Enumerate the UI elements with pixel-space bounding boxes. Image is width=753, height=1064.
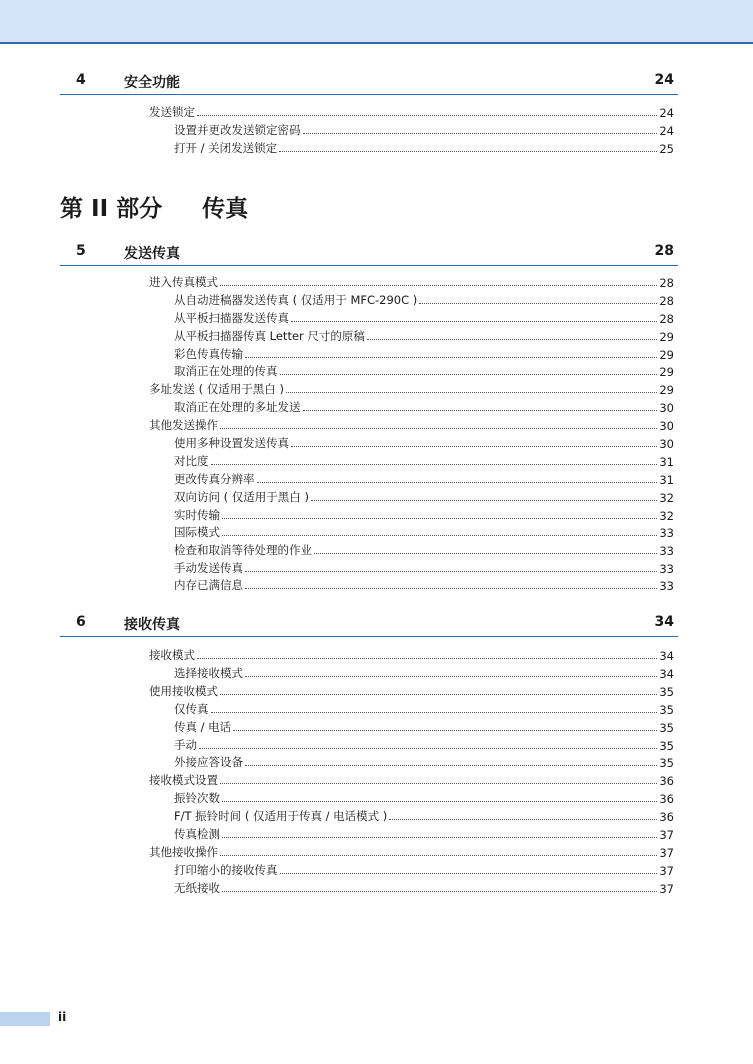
toc-entry-label: 仅传真	[174, 702, 209, 716]
toc-entry[interactable]	[174, 362, 674, 379]
dot-leader	[220, 855, 657, 856]
dot-leader	[199, 748, 657, 749]
toc-entry[interactable]	[149, 646, 674, 663]
toc-entry[interactable]	[149, 103, 674, 120]
toc-entry-page: 36	[659, 810, 674, 824]
toc-entry-label: 国际模式	[174, 525, 220, 539]
dot-leader	[291, 321, 657, 322]
toc-entry-label: 传真 / 电话	[174, 720, 232, 734]
chapter-title: 安全功能	[124, 75, 180, 91]
toc-entry[interactable]	[174, 523, 674, 540]
dot-leader	[286, 392, 657, 393]
dot-leader	[280, 873, 658, 874]
header-band	[0, 0, 753, 44]
toc-entry[interactable]	[174, 718, 674, 735]
toc-entry-label: 设置并更改发送锁定密码	[174, 123, 301, 137]
toc-entry[interactable]	[174, 291, 674, 308]
dot-leader	[303, 133, 658, 134]
toc-entry-label: 内存已满信息	[174, 578, 243, 592]
chapter-title: 接收传真	[124, 617, 180, 633]
toc-entry-page: 37	[659, 846, 674, 860]
dot-leader	[211, 464, 658, 465]
toc-entry-label: 接收模式	[149, 648, 195, 662]
toc-entry-page: 28	[659, 312, 674, 326]
chapter-number: 6	[76, 614, 86, 630]
toc-entry-page: 30	[659, 437, 674, 451]
toc-entry-label: 更改传真分辨率	[174, 472, 255, 486]
toc-entry-label: 进入传真模式	[149, 275, 218, 289]
toc-entry[interactable]	[174, 700, 674, 717]
dot-leader	[222, 837, 657, 838]
toc-entry-page: 33	[659, 544, 674, 558]
toc-entry-label: 双向访问 ( 仅适用于黑白 )	[174, 490, 309, 504]
toc-entry[interactable]	[174, 488, 674, 505]
toc-entry-page: 35	[659, 721, 674, 735]
dot-leader	[303, 410, 658, 411]
toc-entry-page: 35	[659, 739, 674, 753]
toc-entry-label: 从平板扫描器传真 Letter 尺寸的原稿	[174, 329, 365, 343]
toc-entry[interactable]	[149, 843, 674, 860]
toc-entry-page: 36	[659, 774, 674, 788]
chapter-heading	[60, 72, 678, 95]
toc-entry-page: 24	[659, 124, 674, 138]
dot-leader	[389, 819, 657, 820]
toc-entry-label: 使用多种设置发送传真	[174, 436, 289, 450]
toc-entry[interactable]	[174, 452, 674, 469]
toc-entry[interactable]	[174, 121, 674, 138]
toc-entry-page: 29	[659, 330, 674, 344]
toc-entry[interactable]	[174, 861, 674, 878]
chapter-heading	[60, 243, 678, 266]
toc-entry-label: 传真检测	[174, 827, 220, 841]
dot-leader	[222, 535, 657, 536]
toc-entry-page: 33	[659, 579, 674, 593]
dot-leader	[314, 553, 657, 554]
toc-entry-label: 其他发送操作	[149, 418, 218, 432]
toc-entry-page: 31	[659, 455, 674, 469]
toc-entry-label: F/T 振铃时间 ( 仅适用于传真 / 电话模式 )	[174, 809, 388, 823]
toc-entry[interactable]	[149, 416, 674, 433]
chapter-number: 4	[76, 72, 86, 88]
toc-entry-label: 手动发送传真	[174, 561, 243, 575]
footer-band	[0, 1012, 50, 1026]
dot-leader	[211, 712, 658, 713]
toc-entry-page: 32	[659, 491, 674, 505]
dot-leader	[291, 446, 657, 447]
chapter-page: 28	[654, 243, 674, 259]
toc-entry[interactable]	[174, 559, 674, 576]
chapter-number: 5	[76, 243, 86, 259]
toc-entry[interactable]	[174, 398, 674, 415]
dot-leader	[311, 500, 657, 501]
toc-entry-page: 30	[659, 419, 674, 433]
toc-entry[interactable]	[174, 825, 674, 842]
toc-entry-page: 29	[659, 348, 674, 362]
toc-entry-page: 30	[659, 401, 674, 415]
toc-entry-label: 从平板扫描器发送传真	[174, 311, 289, 325]
toc-entry[interactable]	[174, 506, 674, 523]
dot-leader	[257, 482, 658, 483]
toc-entry-page: 36	[659, 792, 674, 806]
dot-leader	[280, 374, 658, 375]
toc-entry-page: 29	[659, 383, 674, 397]
dot-leader	[220, 428, 657, 429]
toc-entry-page: 31	[659, 473, 674, 487]
toc-entry-page: 37	[659, 828, 674, 842]
toc-entry[interactable]	[149, 771, 674, 788]
dot-leader	[419, 303, 657, 304]
toc-entry-label: 选择接收模式	[174, 666, 243, 680]
toc-entry[interactable]	[174, 309, 674, 326]
toc-entry-page: 35	[659, 703, 674, 717]
toc-entry-page: 28	[659, 276, 674, 290]
toc-entry[interactable]	[174, 789, 674, 806]
chapter-heading	[60, 614, 678, 637]
page-number: ii	[58, 1010, 67, 1024]
toc-entry[interactable]	[174, 576, 674, 593]
toc-entry-page: 35	[659, 756, 674, 770]
toc-entry[interactable]	[174, 736, 674, 753]
dot-leader	[245, 357, 657, 358]
toc-entry-page: 37	[659, 882, 674, 896]
toc-entry-label: 多址发送 ( 仅适用于黑白 )	[149, 382, 284, 396]
dot-leader	[245, 765, 657, 766]
toc-entry[interactable]	[149, 273, 674, 290]
toc-entry-label: 检查和取消等待处理的作业	[174, 543, 312, 557]
part-title: 第 II 部分 传真	[60, 196, 249, 222]
toc-entry-label: 实时传输	[174, 508, 220, 522]
dot-leader	[222, 518, 657, 519]
toc-entry[interactable]	[174, 753, 674, 770]
chapter-page: 24	[654, 72, 674, 88]
toc-entry[interactable]	[174, 541, 674, 558]
dot-leader	[367, 339, 657, 340]
toc-entry-page: 29	[659, 365, 674, 379]
toc-entry[interactable]	[174, 139, 674, 156]
chapter-page: 34	[654, 614, 674, 630]
dot-leader	[245, 588, 657, 589]
toc-entry[interactable]	[174, 327, 674, 344]
toc-entry-label: 取消正在处理的传真	[174, 364, 278, 378]
toc-entry-label: 打开 / 关闭发送锁定	[174, 141, 278, 155]
toc-entry-page: 37	[659, 864, 674, 878]
toc-entry-page: 28	[659, 294, 674, 308]
toc-entry-label: 振铃次数	[174, 791, 220, 805]
toc-entry[interactable]	[149, 682, 674, 699]
chapter-title: 发送传真	[124, 246, 180, 262]
toc-entry-page: 34	[659, 667, 674, 681]
toc-entry[interactable]	[174, 664, 674, 681]
dot-leader	[279, 151, 657, 152]
dot-leader	[220, 694, 657, 695]
toc-entry-page: 35	[659, 685, 674, 699]
dot-leader	[220, 783, 657, 784]
toc-entry-label: 其他接收操作	[149, 845, 218, 859]
dot-leader	[245, 676, 657, 677]
toc-entry-label: 取消正在处理的多址发送	[174, 400, 301, 414]
toc-entry[interactable]	[174, 434, 674, 451]
toc-entry-label: 无纸接收	[174, 881, 220, 895]
toc-entry[interactable]	[174, 345, 674, 362]
toc-entry-label: 接收模式设置	[149, 773, 218, 787]
toc-entry-label: 打印缩小的接收传真	[174, 863, 278, 877]
toc-entry[interactable]	[149, 380, 674, 397]
toc-entry-label: 使用接收模式	[149, 684, 218, 698]
dot-leader	[197, 115, 657, 116]
toc-entry-page: 32	[659, 509, 674, 523]
toc-entry-page: 33	[659, 562, 674, 576]
toc-entry-label: 彩色传真传输	[174, 347, 243, 361]
toc-entry-label: 从自动进稿器发送传真 ( 仅适用于 MFC-290C )	[174, 293, 418, 307]
toc-entry-page: 25	[659, 142, 674, 156]
toc-entry[interactable]	[174, 879, 674, 896]
toc-entry[interactable]	[174, 807, 674, 824]
toc-entry-page: 33	[659, 526, 674, 540]
toc-entry-page: 24	[659, 106, 674, 120]
dot-leader	[222, 801, 657, 802]
toc-entry-label: 对比度	[174, 454, 209, 468]
toc-entry[interactable]	[174, 470, 674, 487]
dot-leader	[220, 285, 657, 286]
dot-leader	[233, 730, 657, 731]
dot-leader	[222, 891, 657, 892]
toc-entry-label: 外接应答设备	[174, 755, 243, 769]
toc-entry-label: 发送锁定	[149, 105, 195, 119]
toc-entry-label: 手动	[174, 738, 197, 752]
dot-leader	[197, 658, 657, 659]
dot-leader	[245, 571, 657, 572]
toc-entry-page: 34	[659, 649, 674, 663]
